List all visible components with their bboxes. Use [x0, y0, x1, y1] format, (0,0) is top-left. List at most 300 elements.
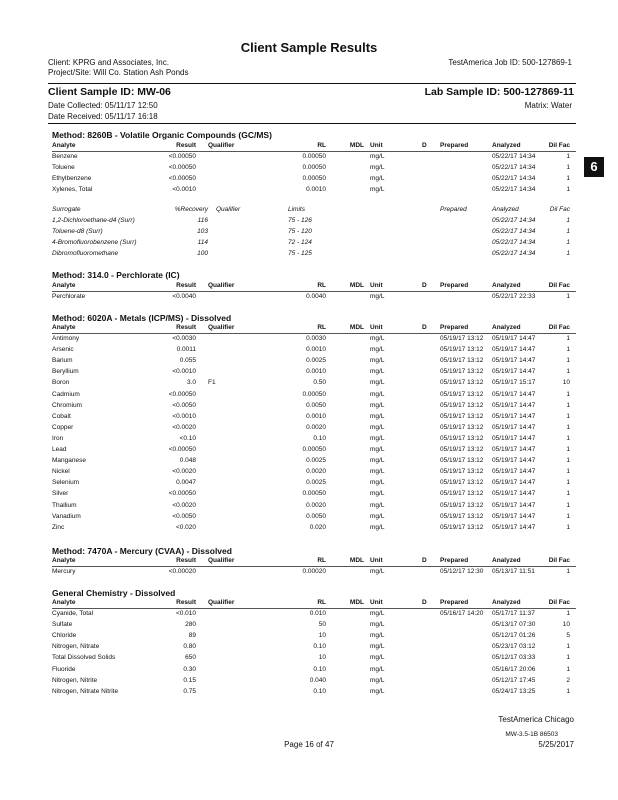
table-row: [52, 490, 576, 501]
surrogate-cell-name: 1,2-Dichloroethane-d4 (Surr): [52, 217, 135, 224]
cell-unit: mg/L: [370, 621, 385, 629]
cell-unit: mg/L: [370, 293, 385, 300]
table-row: [52, 468, 576, 479]
table-row: [52, 164, 576, 175]
cell-anal: 05/19/17 14:47: [492, 346, 536, 354]
cell-unit: mg/L: [370, 379, 385, 387]
cell-anal: 05/19/17 14:47: [492, 412, 536, 420]
table-row: [52, 391, 576, 402]
column-header-analyte: Analyte: [52, 142, 76, 149]
cell-prep: 05/19/17 13:12: [440, 501, 484, 509]
cell-result: <0.10: [179, 434, 196, 442]
surrogate-cell-lim: 75 - 126: [288, 217, 312, 224]
cell-unit: mg/L: [370, 468, 385, 476]
column-header-mdl: MDL: [349, 282, 364, 289]
cell-anal: 05/23/17 03:12: [492, 643, 536, 651]
cell-rl: 0.00050: [302, 153, 326, 160]
cell-name: Selenium: [52, 479, 80, 487]
column-header-analyzed: Analyzed: [492, 557, 521, 564]
table-row: [52, 186, 576, 197]
column-header-dil: Dil Fac: [548, 557, 570, 564]
date-received: Date Received: 05/11/17 16:18: [48, 112, 158, 121]
column-header-unit: Unit: [370, 282, 383, 289]
cell-anal: 05/22/17 22:33: [492, 293, 536, 300]
cell-rl: 0.0020: [306, 501, 326, 509]
cell-prep: 05/16/17 14:20: [440, 610, 484, 617]
surrogate-cell-rec: 100: [197, 250, 208, 258]
column-header-result: Result: [176, 557, 196, 564]
surrogate-cell-lim: 75 - 120: [288, 228, 312, 236]
cell-unit: mg/L: [370, 523, 385, 531]
column-header-qualifier: Qualifier: [208, 142, 235, 149]
cell-unit: mg/L: [370, 412, 385, 420]
cell-prep: 05/19/17 13:12: [440, 357, 484, 365]
column-header-qualifier: Qualifier: [208, 557, 235, 564]
cell-rl: 0.0050: [306, 401, 326, 409]
footer-code: MW-3.5-1B 86503: [505, 731, 558, 738]
header-divider: [48, 83, 576, 84]
cell-rl: 0.00050: [302, 175, 326, 183]
surrogate-cell-anal: 05/22/17 14:34: [492, 239, 536, 247]
cell-anal: 05/19/17 14:47: [492, 401, 536, 409]
column-header-rl: RL: [317, 142, 326, 149]
cell-prep: 05/19/17 13:12: [440, 346, 484, 354]
cell-name: Antimony: [52, 335, 80, 342]
cell-anal: 05/19/17 14:47: [492, 512, 536, 520]
cell-anal: 05/12/17 01:26: [492, 632, 536, 640]
footer-lab: TestAmerica Chicago: [498, 715, 574, 724]
surrogate-header-surrogate: Surrogate: [52, 206, 81, 213]
cell-dil: 1: [566, 175, 570, 183]
cell-name: Cadmium: [52, 390, 80, 398]
column-header-result: Result: [176, 282, 196, 289]
cell-unit: mg/L: [370, 687, 385, 695]
table-row: [52, 654, 576, 665]
cell-unit: mg/L: [370, 401, 385, 409]
table-row: [52, 479, 576, 490]
cell-prep: 05/19/17 13:12: [440, 423, 484, 431]
surrogate-cell-rec: 114: [197, 239, 208, 247]
cell-unit: mg/L: [370, 175, 385, 183]
surrogate-row: [52, 239, 576, 250]
column-header-rl: RL: [317, 599, 326, 606]
column-header-result: Result: [176, 324, 196, 331]
cell-unit: mg/L: [370, 643, 385, 651]
cell-result: <0.0020: [172, 468, 196, 476]
method-heading: Method: 6020A - Metals (ICP/MS) - Dissolved: [52, 313, 232, 323]
cell-anal: 05/19/17 14:47: [492, 423, 536, 431]
surrogate-cell-lim: 75 - 125: [288, 250, 312, 258]
cell-rl: 0.0010: [306, 412, 326, 420]
column-header-result: Result: [176, 142, 196, 149]
cell-rl: 0.00050: [302, 390, 326, 398]
cell-dil: 1: [566, 446, 570, 453]
cell-result: <0.0040: [172, 293, 196, 300]
column-header-analyte: Analyte: [52, 557, 76, 564]
cell-result: <0.0010: [172, 368, 196, 376]
cell-unit: mg/L: [370, 457, 385, 465]
table-row: [52, 457, 576, 468]
column-header-rl: RL: [317, 557, 326, 564]
cell-unit: mg/L: [370, 186, 385, 194]
cell-result: 89: [188, 632, 196, 640]
footer-date: 5/25/2017: [538, 740, 574, 749]
lab-sample-id: Lab Sample ID: 500-127869-11: [424, 86, 574, 98]
cell-rl: 0.10: [313, 687, 326, 695]
surrogate-cell-anal: 05/22/17 14:34: [492, 217, 536, 224]
date-collected: Date Collected: 05/11/17 12:50: [48, 101, 158, 110]
cell-unit: mg/L: [370, 490, 385, 498]
table-row: [52, 153, 576, 164]
cell-unit: mg/L: [370, 357, 385, 365]
cell-prep: 05/19/17 13:12: [440, 368, 484, 376]
cell-result: <0.0050: [172, 401, 196, 409]
table-row: [52, 621, 576, 632]
cell-result: <0.0010: [172, 412, 196, 420]
column-header-mdl: MDL: [349, 599, 364, 606]
surrogate-cell-name: Toluene-d8 (Surr): [52, 228, 103, 236]
cell-prep: 05/19/17 13:12: [440, 335, 484, 342]
cell-anal: 05/19/17 14:47: [492, 368, 536, 376]
column-header-qualifier: Qualifier: [208, 599, 235, 606]
cell-anal: 05/12/17 03:33: [492, 654, 536, 662]
cell-dil: 1: [566, 401, 570, 409]
cell-rl: 0.00050: [302, 446, 326, 453]
cell-dil: 1: [566, 153, 570, 160]
column-header-qualifier: Qualifier: [208, 324, 235, 331]
surrogate-cell-dil: 1: [566, 217, 570, 224]
cell-dil: 1: [566, 186, 570, 194]
table-row: [52, 357, 576, 368]
column-header-divider: [52, 291, 576, 292]
cell-dil: 1: [566, 346, 570, 354]
cell-dil: 1: [566, 412, 570, 420]
cell-anal: 05/19/17 14:47: [492, 501, 536, 509]
cell-anal: 05/19/17 14:47: [492, 490, 536, 498]
cell-rl: 50: [318, 621, 326, 629]
cell-prep: 05/19/17 13:12: [440, 401, 484, 409]
surrogate-header-prepared: Prepared: [440, 206, 467, 213]
cell-unit: mg/L: [370, 479, 385, 487]
column-header-analyzed: Analyzed: [492, 142, 521, 149]
column-header-d: D: [422, 324, 427, 331]
cell-anal: 05/19/17 14:47: [492, 457, 536, 465]
cell-rl: 10: [318, 632, 326, 640]
cell-name: Boron: [52, 379, 70, 387]
cell-dil: 10: [562, 379, 570, 387]
cell-rl: 0.0040: [306, 293, 326, 300]
cell-result: <0.00050: [168, 175, 196, 183]
column-header-prepared: Prepared: [440, 282, 469, 289]
cell-prep: 05/19/17 13:12: [440, 457, 484, 465]
cell-name: Mercury: [52, 568, 76, 575]
cell-anal: 05/19/17 14:47: [492, 446, 536, 453]
cell-anal: 05/19/17 14:47: [492, 335, 536, 342]
cell-dil: 1: [566, 357, 570, 365]
cell-name: Perchlorate: [52, 293, 86, 300]
column-header-analyzed: Analyzed: [492, 324, 521, 331]
cell-unit: mg/L: [370, 512, 385, 520]
cell-anal: 05/17/17 11:37: [492, 610, 535, 617]
cell-result: 650: [185, 654, 196, 662]
cell-name: Vanadium: [52, 512, 81, 520]
cell-dil: 1: [566, 164, 570, 172]
surrogate-header-limits: Limits: [288, 206, 305, 213]
cell-rl: 0.0010: [306, 368, 326, 376]
surrogate-row: [52, 250, 576, 261]
cell-rl: 0.0010: [306, 186, 326, 194]
cell-name: Zinc: [52, 523, 65, 531]
surrogate-cell-lim: 72 - 124: [288, 239, 312, 247]
cell-rl: 0.0010: [306, 346, 326, 354]
cell-anal: 05/22/17 14:34: [492, 186, 536, 194]
cell-anal: 05/22/17 14:34: [492, 175, 536, 183]
table-row: [52, 335, 576, 346]
table-row: [52, 568, 576, 579]
cell-anal: 05/12/17 17:45: [492, 676, 536, 684]
method-heading: Method: 314.0 - Perchlorate (IC): [52, 270, 180, 280]
cell-rl: 0.0050: [306, 512, 326, 520]
cell-name: Iron: [52, 434, 64, 442]
cell-result: 0.0011: [176, 346, 196, 354]
cell-name: Toluene: [52, 164, 75, 172]
cell-rl: 0.00050: [302, 490, 326, 498]
cell-result: 3.0: [186, 379, 196, 387]
cell-result: <0.00050: [168, 390, 196, 398]
column-header-analyte: Analyte: [52, 599, 76, 606]
method-heading: Method: 7470A - Mercury (CVAA) - Dissolved: [52, 546, 232, 556]
cell-anal: 05/22/17 14:34: [492, 153, 536, 160]
table-row: [52, 643, 576, 654]
cell-prep: 05/19/17 13:12: [440, 412, 484, 420]
cell-name: Chromium: [52, 401, 82, 409]
column-header-divider: [52, 333, 576, 334]
column-header-prepared: Prepared: [440, 599, 469, 606]
table-row: [52, 368, 576, 379]
cell-unit: mg/L: [370, 335, 385, 342]
column-header-dil: Dil Fac: [548, 599, 570, 606]
cell-dil: 1: [566, 457, 570, 465]
table-row: [52, 677, 576, 688]
column-header-mdl: MDL: [349, 557, 364, 564]
table-row: [52, 435, 576, 446]
cell-prep: 05/19/17 13:12: [440, 434, 484, 442]
cell-name: Copper: [52, 423, 74, 431]
cell-dil: 1: [566, 523, 570, 531]
cell-result: <0.0020: [172, 423, 196, 431]
cell-result: 0.30: [183, 665, 196, 673]
column-header-analyte: Analyte: [52, 324, 76, 331]
column-header-dil: Dil Fac: [548, 324, 570, 331]
cell-rl: 0.020: [309, 523, 326, 531]
cell-result: <0.00020: [168, 568, 196, 575]
cell-anal: 05/19/17 14:47: [492, 479, 536, 487]
cell-dil: 1: [566, 512, 570, 520]
cell-name: Lead: [52, 446, 67, 453]
cell-anal: 05/22/17 14:34: [492, 164, 536, 172]
cell-dil: 2: [566, 676, 570, 684]
surrogate-cell-dil: 1: [566, 228, 570, 236]
column-header-dil: Dil Fac: [548, 282, 570, 289]
cell-result: 0.80: [183, 643, 196, 651]
cell-name: Sulfate: [52, 621, 73, 629]
surrogate-cell-anal: 05/22/17 14:34: [492, 228, 536, 236]
cell-result: <0.0010: [172, 186, 196, 194]
column-header-rl: RL: [317, 324, 326, 331]
cell-anal: 05/19/17 14:47: [492, 523, 536, 531]
cell-rl: 0.0025: [306, 479, 326, 487]
column-header-result: Result: [176, 599, 196, 606]
surrogate-cell-anal: 05/22/17 14:34: [492, 250, 536, 258]
cell-dil: 1: [566, 368, 570, 376]
cell-rl: 0.0020: [306, 468, 326, 476]
cell-name: Nickel: [52, 468, 70, 476]
column-header-unit: Unit: [370, 142, 383, 149]
surrogate-cell-dil: 1: [566, 250, 570, 258]
table-row: [52, 346, 576, 357]
table-row: [52, 610, 576, 621]
cell-name: Nitrogen, Nitrite: [52, 676, 98, 684]
column-header-analyte: Analyte: [52, 282, 76, 289]
cell-dil: 1: [566, 501, 570, 509]
column-header-d: D: [422, 282, 427, 289]
cell-rl: 0.0030: [306, 335, 326, 342]
surrogate-header-recovery: %Recovery: [174, 206, 208, 213]
table-row: [52, 175, 576, 186]
cell-anal: 05/19/17 14:47: [492, 390, 536, 398]
cell-rl: 0.00020: [302, 568, 326, 575]
column-header-dil: Dil Fac: [548, 142, 570, 149]
cell-unit: mg/L: [370, 368, 385, 376]
cell-unit: mg/L: [370, 434, 385, 442]
cell-dil: 1: [566, 390, 570, 398]
surrogate-cell-rec: 116: [197, 217, 208, 224]
cell-dil: 1: [566, 665, 570, 673]
cell-result: 0.15: [183, 676, 196, 684]
surrogate-cell-rec: 103: [197, 228, 208, 236]
cell-prep: 05/19/17 13:12: [440, 468, 484, 476]
cell-unit: mg/L: [370, 501, 385, 509]
cell-name: Arsenic: [52, 346, 74, 354]
cell-dil: 1: [566, 479, 570, 487]
column-header-prepared: Prepared: [440, 557, 469, 564]
cell-anal: 05/16/17 20:06: [492, 665, 536, 673]
cell-dil: 1: [566, 468, 570, 476]
surrogate-cell-name: Dibromofluoromethane: [52, 250, 119, 258]
table-row: [52, 502, 576, 513]
column-header-d: D: [422, 599, 427, 606]
cell-unit: mg/L: [370, 568, 385, 575]
cell-unit: mg/L: [370, 610, 385, 617]
surrogate-row: [52, 217, 576, 228]
cell-name: Manganese: [52, 457, 86, 465]
surrogate-row: [52, 228, 576, 239]
cell-dil: 5: [566, 632, 570, 640]
cell-unit: mg/L: [370, 390, 385, 398]
cell-result: <0.00050: [168, 490, 196, 498]
cell-result: <0.020: [175, 523, 196, 531]
column-header-analyzed: Analyzed: [492, 599, 521, 606]
cell-name: Silver: [52, 490, 69, 498]
cell-result: <0.00050: [168, 153, 196, 160]
table-row: [52, 513, 576, 524]
cell-result: 0.048: [179, 457, 196, 465]
method-heading: General Chemistry - Dissolved: [52, 588, 176, 598]
cell-name: Beryllium: [52, 368, 79, 376]
job-id: TestAmerica Job ID: 500-127869-1: [448, 58, 572, 67]
column-header-unit: Unit: [370, 557, 383, 564]
cell-unit: mg/L: [370, 153, 385, 160]
cell-prep: 05/19/17 13:12: [440, 523, 484, 531]
cell-name: Fluoride: [52, 665, 76, 673]
cell-dil: 1: [566, 643, 570, 651]
cell-dil: 1: [566, 610, 570, 617]
cell-result: <0.00050: [168, 164, 196, 172]
column-header-d: D: [422, 557, 427, 564]
page-number: Page 16 of 47: [284, 740, 334, 749]
cell-result: 0.055: [179, 357, 196, 365]
cell-anal: 05/19/17 14:47: [492, 357, 536, 365]
table-row: [52, 424, 576, 435]
surrogate-header-dil: Dil Fac: [549, 206, 570, 213]
page-title: Client Sample Results: [240, 40, 378, 55]
cell-prep: 05/19/17 13:12: [440, 479, 484, 487]
table-row: [52, 293, 576, 304]
column-header-divider: [52, 151, 576, 152]
column-header-divider: [52, 566, 576, 567]
project-site: Project/Site: Will Co. Station Ash Ponds: [48, 68, 189, 77]
cell-dil: 1: [566, 434, 570, 442]
table-row: [52, 413, 576, 424]
column-header-analyzed: Analyzed: [492, 282, 521, 289]
cell-unit: mg/L: [370, 676, 385, 684]
client-sample-id: Client Sample ID: MW-06: [48, 86, 171, 98]
cell-rl: 10: [318, 654, 326, 662]
cell-result: <0.0020: [172, 501, 196, 509]
section-tab: 6: [584, 157, 604, 177]
column-header-unit: Unit: [370, 324, 383, 331]
cell-name: Cyanide, Total: [52, 610, 94, 617]
cell-result: <0.0050: [172, 512, 196, 520]
method-heading: Method: 8260B - Volatile Organic Compounds (GC/MS): [52, 130, 272, 140]
cell-result: 0.0047: [176, 479, 196, 487]
surrogate-header-analyzed: Analyzed: [492, 206, 519, 213]
cell-result: <0.010: [175, 610, 196, 617]
cell-rl: 0.010: [309, 610, 326, 617]
column-header-mdl: MDL: [349, 142, 364, 149]
table-row: [52, 379, 576, 390]
table-row: [52, 524, 576, 535]
cell-result: 280: [185, 621, 196, 629]
matrix: Matrix: Water: [524, 101, 572, 110]
cell-rl: 0.10: [313, 434, 326, 442]
cell-name: Benzene: [52, 153, 78, 160]
table-row: [52, 666, 576, 677]
cell-unit: mg/L: [370, 632, 385, 640]
cell-rl: 0.50: [313, 379, 326, 387]
cell-anal: 05/19/17 14:47: [492, 434, 536, 442]
table-row: [52, 402, 576, 413]
cell-rl: 0.00050: [302, 164, 326, 172]
cell-qual: F1: [208, 379, 216, 387]
client-name: Client: KPRG and Associates, Inc.: [48, 58, 169, 67]
column-header-divider: [52, 608, 576, 609]
cell-dil: 1: [566, 568, 570, 575]
cell-unit: mg/L: [370, 665, 385, 673]
cell-unit: mg/L: [370, 654, 385, 662]
table-row: [52, 688, 576, 699]
cell-unit: mg/L: [370, 423, 385, 431]
